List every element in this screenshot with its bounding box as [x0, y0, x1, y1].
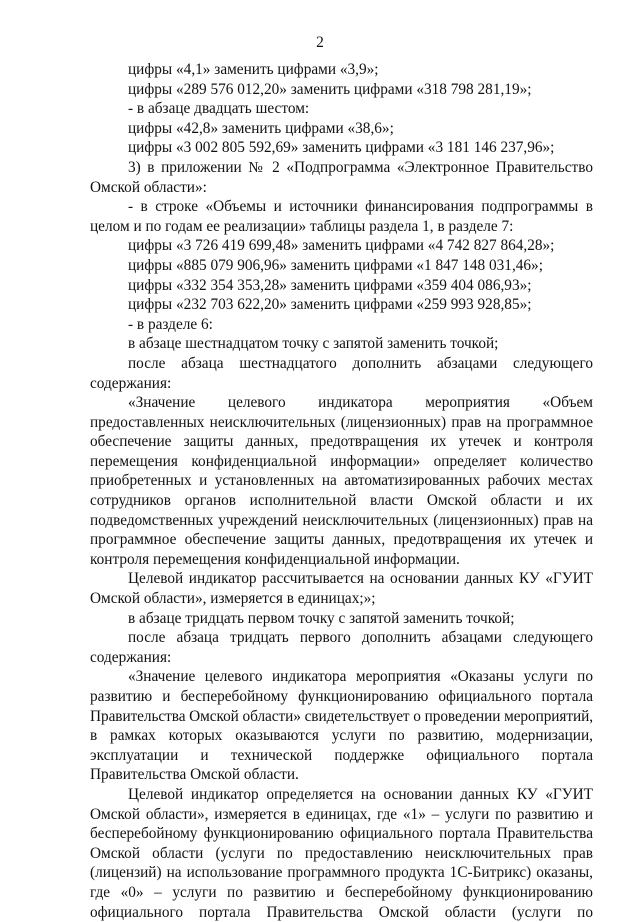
- text-line: Омской области»:: [90, 178, 207, 196]
- text-line: подведомственных учреждений неисключительных (лицензионных) прав на: [90, 511, 593, 529]
- text-line: Омской области», измеряется в единицах;»;: [90, 590, 376, 608]
- text-line: Правительства Омской области» свидетельствует о проведении мероприятий,: [90, 707, 593, 725]
- text-line: цифры «885 079 906,96» заменить цифрами «1 847 148 031,46»;: [128, 256, 543, 274]
- text-line: - в абзаце двадцать шестом:: [128, 100, 310, 118]
- text-line: сотрудников органов исполнительной власти Омской области и их: [90, 492, 593, 510]
- text-line: в абзаце тридцать первом точку с запятой заменить точкой;: [128, 609, 515, 627]
- text-line: цифры «232 703 622,20» заменить цифрами «259 993 928,85»;: [128, 296, 532, 314]
- text-line: перемещения конфиденциальной информации» определяет количество: [90, 452, 593, 470]
- text-line: после абзаца тридцать первого дополнить абзацами следующего: [128, 629, 593, 647]
- page-number: 2: [316, 34, 324, 51]
- text-line: цифры «42,8» заменить цифрами «38,6»;: [128, 119, 394, 137]
- text-line: цифры «3 002 805 592,69» заменить цифрами «3 181 146 237,96»;: [128, 139, 555, 157]
- text-line: в рамках которых оказываются услуги по развитию, модернизации,: [90, 727, 593, 745]
- text-line: цифры «4,1» заменить цифрами «3,9»;: [128, 61, 379, 78]
- text-line: Правительства Омской области.: [90, 766, 299, 784]
- text-line: цифры «289 576 012,20» заменить цифрами «318 798 281,19»;: [128, 80, 532, 98]
- text-line: приобретенных и установленных на автоматизированных рабочих местах: [90, 472, 593, 490]
- text-line: - в строке «Объемы и источники финансирования подпрограммы в: [128, 198, 593, 216]
- text-line: цифры «3 726 419 699,48» заменить цифрами «4 742 827 864,28»;: [128, 237, 555, 255]
- text-line: Целевой индикатор рассчитывается на основании данных КУ «ГУИТ: [128, 570, 593, 588]
- text-line: развитию и бесперебойному функционированию официального портала: [90, 688, 593, 705]
- text-line: содержания:: [90, 374, 172, 392]
- text-line: бесперебойному функционированию официального портала Правительства: [90, 825, 593, 843]
- text-line: цифры «332 354 353,28» заменить цифрами «359 404 086,93»;: [128, 276, 532, 294]
- text-line: предоставленных неисключительных (лицензионных) прав на программное: [90, 413, 593, 431]
- document-body: [90, 60, 593, 922]
- text-line: эксплуатации и технической поддержке официального портала: [90, 746, 593, 764]
- text-line: в абзаце шестнадцатом точку с запятой заменить точкой;: [128, 335, 499, 353]
- text-line: Омской области (услуги по предоставлению неисключительных прав: [90, 844, 593, 862]
- text-line: обеспечение защиты данных, предотвращения их утечек и контроля: [90, 433, 593, 451]
- text-line: Целевой индикатор определяется на основании данных КУ «ГУИТ: [128, 785, 593, 803]
- text-line: после абзаца шестнадцатого дополнить абзацами следующего: [128, 354, 593, 372]
- text-line: (лицензий) на использование программного продукта 1С-Битрикс) оказаны,: [90, 864, 593, 882]
- text-line: Омской области», измеряется в единицах, где «1» – услуги по развитию и: [90, 805, 593, 823]
- text-line: «Значение целевого индикатора мероприятия «Объем: [128, 394, 593, 412]
- text-line: «Значение целевого индикатора мероприятия «Оказаны услуги по: [128, 668, 593, 686]
- text-line: целом и по годам ее реализации» таблицы раздела 1, в разделе 7:: [90, 217, 514, 235]
- text-line: - в разделе 6:: [128, 315, 213, 333]
- text-line: содержания:: [90, 648, 172, 666]
- text-line: контроля перемещения конфиденциальной информации.: [90, 550, 460, 568]
- text-line: программное обеспечение защиты данных, предотвращения их утечек и: [90, 531, 593, 549]
- text-line: 3) в приложении № 2 «Подпрограмма «Электронное Правительство: [128, 158, 593, 176]
- text-line: где «0» – услуги по развитию и бесперебойному функционированию: [90, 883, 593, 901]
- text-line: официального портала Правительства Омской области (услуги по: [90, 903, 593, 921]
